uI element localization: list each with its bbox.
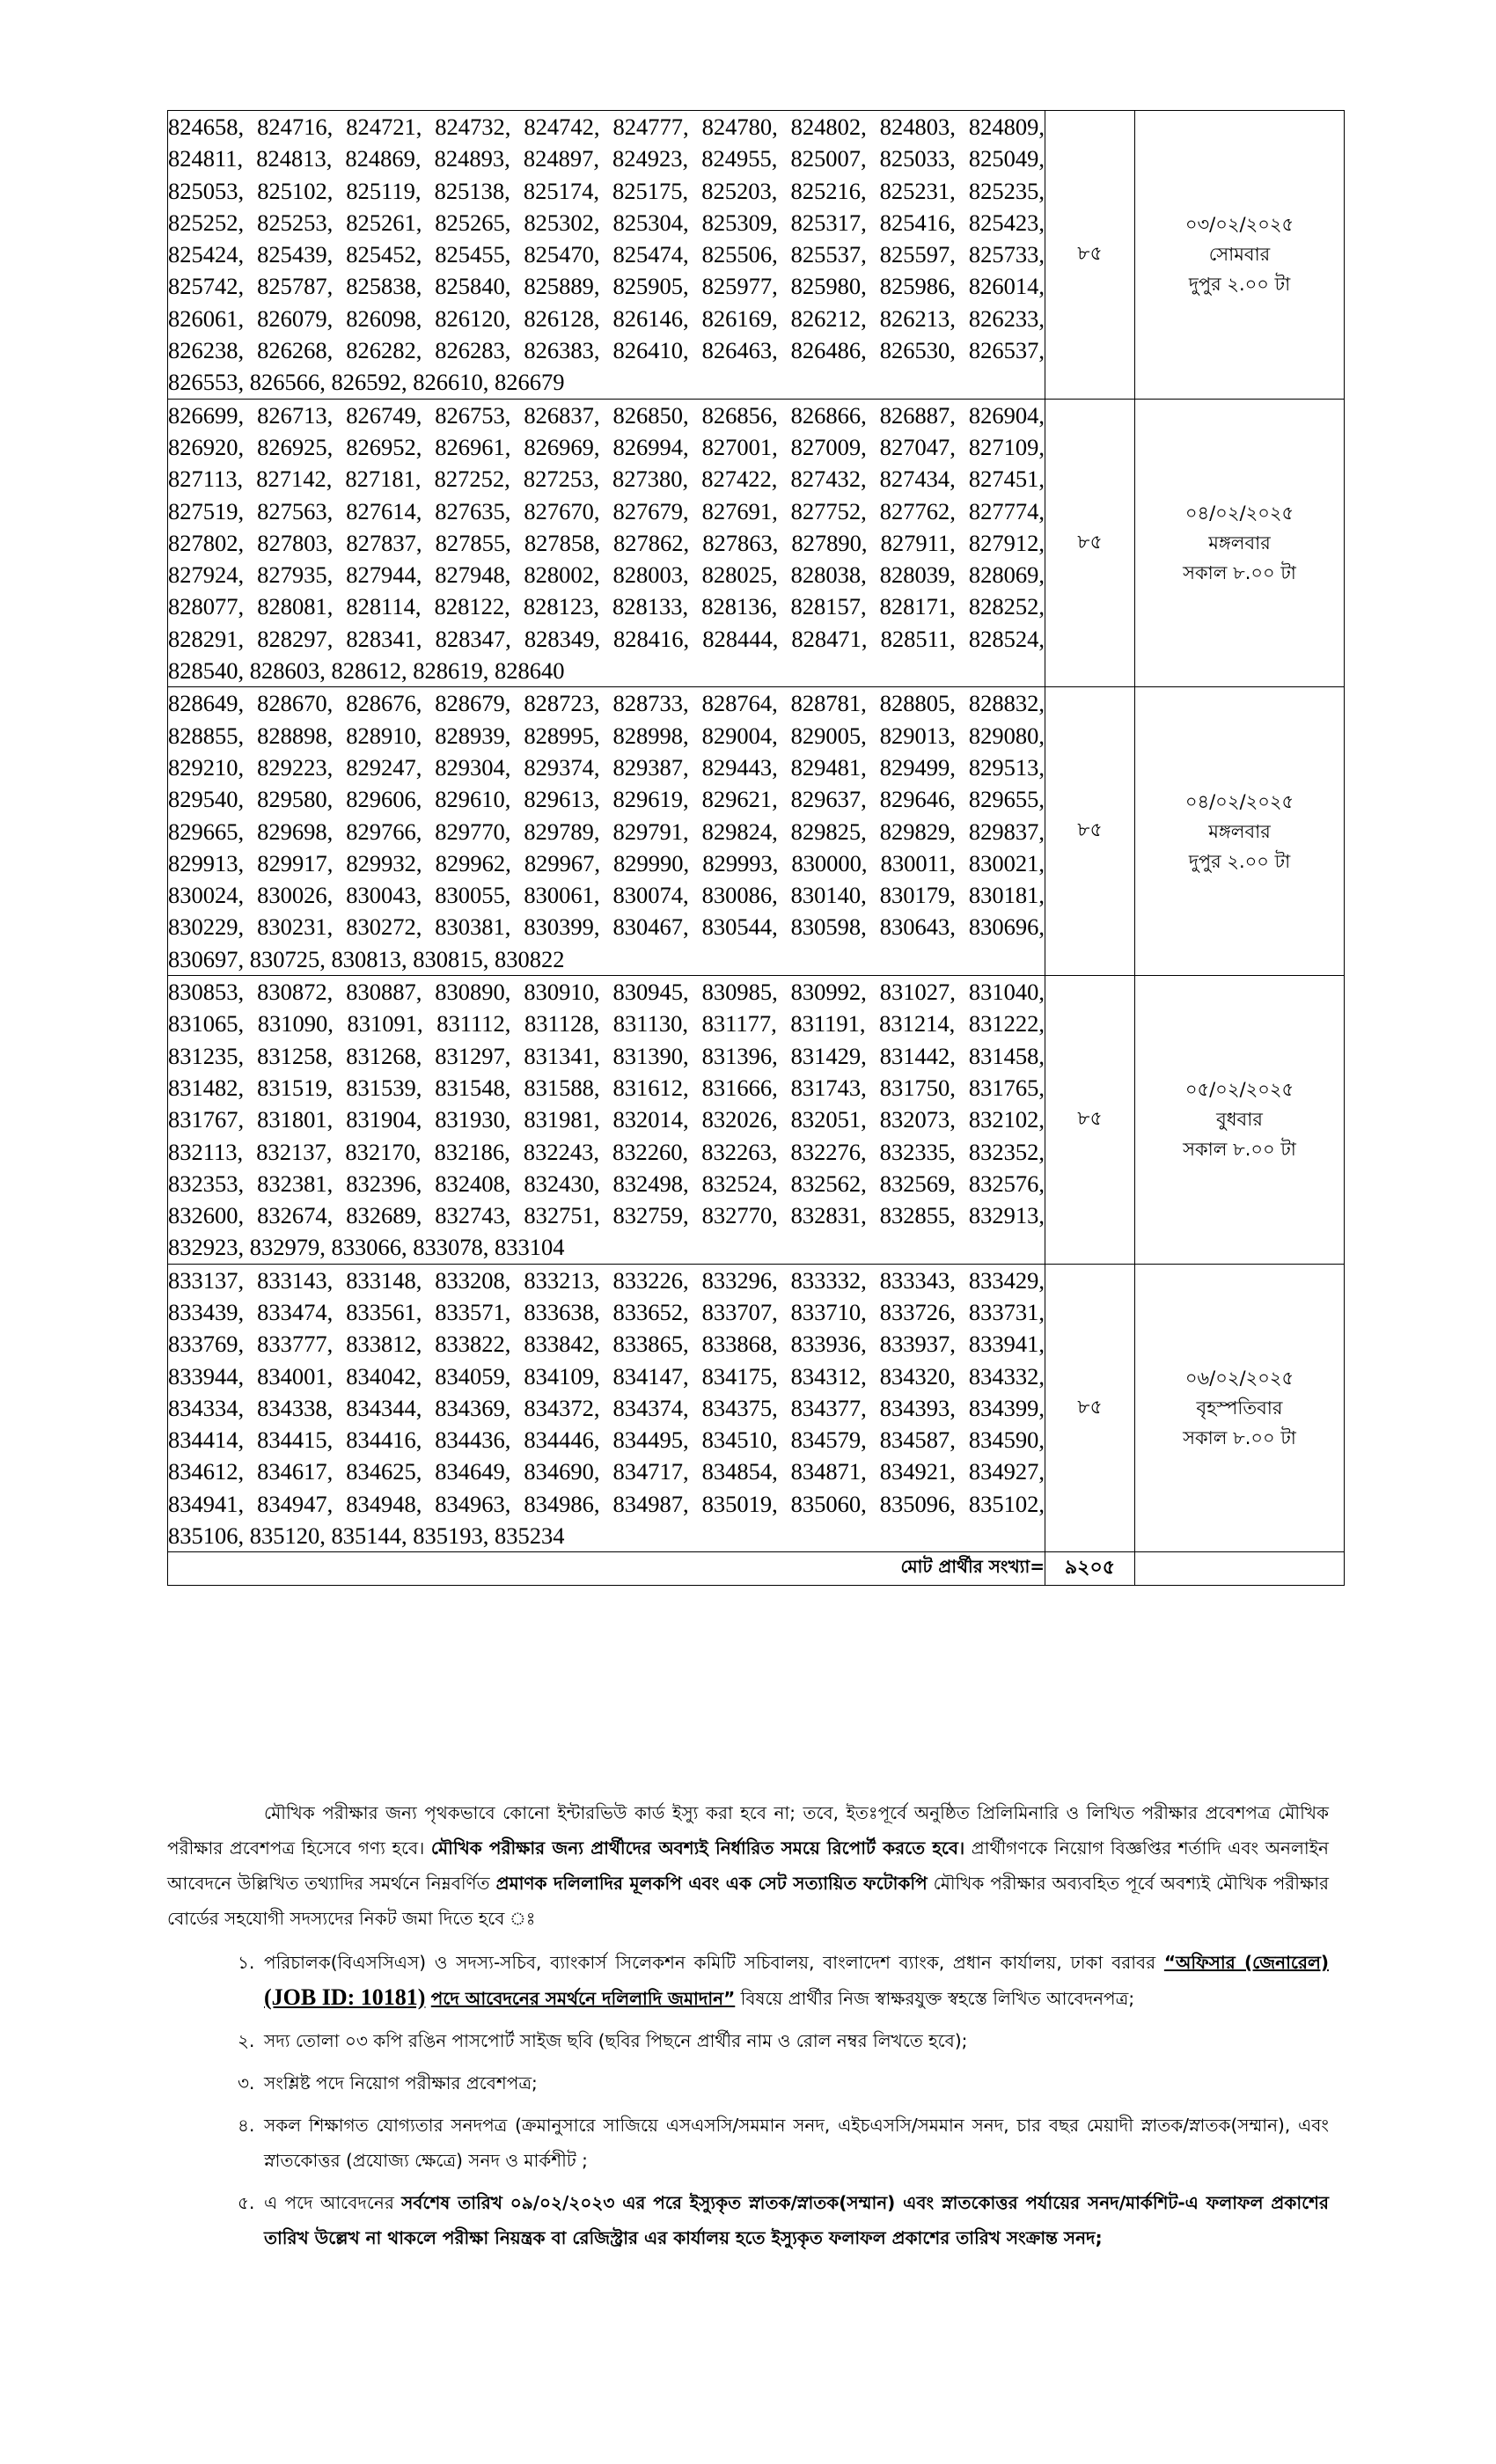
schedule-cell	[1135, 687, 1345, 976]
list-item	[167, 2023, 1329, 2058]
notice-text: মৌখিক পরীক্ষার অব্যবহিত পূর্বে অবশ্যই মৌখিক পরীক্ষার বোর্ডের সহযোগী সদস্যদের নিকট জমা দিতে হবে ঃ	[167, 1873, 1330, 1929]
candidate-count-cell: ৮৫	[1045, 111, 1135, 400]
exam-date: ০৪/০২/২০২৫	[1184, 502, 1294, 524]
schedule-cell	[1135, 976, 1345, 1265]
exam-time: দুপুর ২.০০ টা	[1188, 850, 1291, 872]
exam-day: মঙ্গলবার	[1208, 532, 1271, 554]
notice-bold-text: মৌখিক পরীক্ষার জন্য প্রার্থীদের অবশ্যই নির্ধারিত সময়ে রিপোর্ট করতে হবে।	[430, 1837, 965, 1859]
schedule-cell	[1135, 1264, 1345, 1552]
item-number: ৩.	[238, 2072, 255, 2094]
roll-numbers-cell: 830853, 830872, 830887, 830890, 830910, 830945, 830985, 830992, 831027, 831040, 831065, 831090, 831091, 831112, 831128, 831130, 831177, 831191, 831214, 831222, 831235, 831258, 831268, 831297, 831341, 831390, 831396, 831429, 831442, 831458, 831482, 831519, 831539, 831548, 831588, 831612, 831666, 831743, 831750, 831765, 831767, 831801, 831904, 831930, 831981, 832014, 832026, 832051, 832073, 832102, 832113, 832137, 832170, 832186, 832243, 832260, 832263, 832276, 832335, 832352, 832353, 832381, 832396, 832408, 832430, 832498, 832524, 832562, 832569, 832576, 832600, 832674, 832689, 832743, 832751, 832759, 832770, 832831, 832855, 832913, 832923, 832979, 833066, 833078, 833104	[168, 976, 1045, 1265]
roll-numbers-cell: 826699, 826713, 826749, 826753, 826837, 826850, 826856, 826866, 826887, 826904, 826920, 826925, 826952, 826961, 826969, 826994, 827001, 827009, 827047, 827109, 827113, 827142, 827181, 827252, 827253, 827380, 827422, 827432, 827434, 827451, 827519, 827563, 827614, 827635, 827670, 827679, 827691, 827752, 827762, 827774, 827802, 827803, 827837, 827855, 827858, 827862, 827863, 827890, 827911, 827912, 827924, 827935, 827944, 827948, 828002, 828003, 828025, 828038, 828039, 828069, 828077, 828081, 828114, 828122, 828123, 828133, 828136, 828157, 828171, 828252, 828291, 828297, 828341, 828347, 828349, 828416, 828444, 828471, 828511, 828524, 828540, 828603, 828612, 828619, 828640	[168, 399, 1045, 687]
item-text: এ পদে আবেদনের	[264, 2192, 394, 2213]
job-id: (JOB ID: 10181)	[264, 1984, 426, 2010]
candidate-count-cell: ৮৫	[1045, 399, 1135, 687]
table-row	[168, 687, 1345, 976]
roll-schedule-table	[167, 110, 1345, 1586]
list-item	[167, 2108, 1329, 2178]
item-number: ৪.	[238, 2115, 255, 2136]
list-item	[167, 1945, 1329, 2016]
table-row	[168, 976, 1345, 1265]
item-text: বিষয়ে প্রার্থীর নিজ স্বাক্ষরযুক্ত স্বহস্তে লিখিত আবেদনপত্র;	[740, 1988, 1135, 2009]
item-underlined-text: “অফিসার (জেনারেল)	[1163, 1952, 1329, 1973]
item-text: পরিচালক(বিএসসিএস) ও সদস্য-সচিব, ব্যাংকার্স সিলেকশন কমিটি সচিবালয়, বাংলাদেশ ব্যাংক, প্রধান কার্যালয়, ঢাকা বরাবর	[264, 1952, 1156, 1973]
exam-time: সকাল ৮.০০ টা	[1183, 1427, 1296, 1449]
exam-date: ০৬/০২/২০২৫	[1184, 1368, 1294, 1390]
total-candidates-label: মোট প্রার্থীর সংখ্যা=	[168, 1552, 1045, 1586]
exam-time: সকাল ৮.০০ টা	[1183, 562, 1296, 583]
item-underlined-text: পদে আবেদনের সমর্থনে দলিলাদি জমাদান”	[430, 1988, 736, 2009]
item-number: ২.	[238, 2030, 255, 2051]
item-number: ১.	[238, 1952, 255, 1973]
item-text: সংশ্লিষ্ট পদে নিয়োগ পরীক্ষার প্রবেশপত্র;	[264, 2072, 538, 2094]
notice-bold-text: প্রমাণক দলিলাদির মূলকপি এবং এক সেট সত্যায়িত ফটোকপি	[495, 1873, 928, 1894]
exam-time: দুপুর ২.০০ টা	[1188, 274, 1291, 296]
roll-numbers-cell: 828649, 828670, 828676, 828679, 828723, 828733, 828764, 828781, 828805, 828832, 828855, 828898, 828910, 828939, 828995, 828998, 829004, 829005, 829013, 829080, 829210, 829223, 829247, 829304, 829374, 829387, 829443, 829481, 829499, 829513, 829540, 829580, 829606, 829610, 829613, 829619, 829621, 829637, 829646, 829655, 829665, 829698, 829766, 829770, 829789, 829791, 829824, 829825, 829829, 829837, 829913, 829917, 829932, 829962, 829967, 829990, 829993, 830000, 830011, 830021, 830024, 830026, 830043, 830055, 830061, 830074, 830086, 830140, 830179, 830181, 830229, 830231, 830272, 830381, 830399, 830467, 830544, 830598, 830643, 830696, 830697, 830725, 830813, 830815, 830822	[168, 687, 1045, 976]
table-row	[168, 111, 1345, 400]
required-documents-list	[167, 1945, 1329, 2255]
item-text: সকল শিক্ষাগত যোগ্যতার সনদপত্র (ক্রমানুসারে সাজিয়ে এসএসসি/সমমান সনদ, এইচএসসি/সমমান সনদ, চার বছর মেয়াদী স্নাতক/স্নাতক(সম্মান), এবং স্নাতকোত্তর (প্রযোজ্য ক্ষেত্রে) সনদ ও মার্কশীট ;	[264, 2115, 1329, 2171]
exam-day: সোমবার	[1208, 244, 1271, 266]
candidate-count-cell: ৮৫	[1045, 1264, 1135, 1552]
table-row	[168, 399, 1345, 687]
total-row	[168, 1552, 1345, 1586]
notice-text: মৌখিক পরীক্ষার জন্য পৃথকভাবে কোনো ইন্টারভিউ কার্ড ইস্যু করা হবে না; তবে, ইতঃপূর্বে অনুষ্ঠিত প্রিলিমিনারি ও লিখিত পরীক্ষার প্রবেশপত্র মৌখিক পরীক্ষার প্রবেশপত্র হিসেবে গণ্য হবে।	[167, 1802, 1329, 1859]
exam-day: বৃহস্পতিবার	[1196, 1397, 1283, 1419]
notice-text: প্রার্থীগণকে নিয়োগ বিজ্ঞপ্তির শর্তাদি এবং অনলাইন আবেদনে উল্লিখিত তথ্যাদির সমর্থনে নিম্নবর্ণিত	[167, 1837, 1329, 1894]
candidate-count-cell: ৮৫	[1045, 976, 1135, 1265]
roll-numbers-cell: 833137, 833143, 833148, 833208, 833213, 833226, 833296, 833332, 833343, 833429, 833439, 833474, 833561, 833571, 833638, 833652, 833707, 833710, 833726, 833731, 833769, 833777, 833812, 833822, 833842, 833865, 833868, 833936, 833937, 833941, 833944, 834001, 834042, 834059, 834109, 834147, 834175, 834312, 834320, 834332, 834334, 834338, 834344, 834369, 834372, 834374, 834375, 834377, 834393, 834399, 834414, 834415, 834416, 834436, 834446, 834495, 834510, 834579, 834587, 834590, 834612, 834617, 834625, 834649, 834690, 834717, 834854, 834871, 834921, 834927, 834941, 834947, 834948, 834963, 834986, 834987, 835019, 835060, 835096, 835102, 835106, 835120, 835144, 835193, 835234	[168, 1264, 1045, 1552]
candidate-count-cell: ৮৫	[1045, 687, 1135, 976]
exam-date: ০৪/০২/২০২৫	[1184, 790, 1294, 812]
schedule-cell	[1135, 111, 1345, 400]
exam-day: বুধবার	[1216, 1109, 1263, 1131]
roll-numbers-cell: 824658, 824716, 824721, 824732, 824742, 824777, 824780, 824802, 824803, 824809, 824811, 824813, 824869, 824893, 824897, 824923, 824955, 825007, 825033, 825049, 825053, 825102, 825119, 825138, 825174, 825175, 825203, 825216, 825231, 825235, 825252, 825253, 825261, 825265, 825302, 825304, 825309, 825317, 825416, 825423, 825424, 825439, 825452, 825455, 825470, 825474, 825506, 825537, 825597, 825733, 825742, 825787, 825838, 825840, 825889, 825905, 825977, 825980, 825986, 826014, 826061, 826079, 826098, 826120, 826128, 826146, 826169, 826212, 826213, 826233, 826238, 826268, 826282, 826283, 826383, 826410, 826463, 826486, 826530, 826537, 826553, 826566, 826592, 826610, 826679	[168, 111, 1045, 400]
empty-cell	[1135, 1552, 1345, 1586]
item-number: ৫.	[238, 2192, 255, 2213]
schedule-cell	[1135, 399, 1345, 687]
item-text: সদ্য তোলা ০৩ কপি রঙিন পাসপোর্ট সাইজ ছবি (ছবির পিছনে প্রার্থীর নাম ও রোল নম্বর লিখতে হবে);	[264, 2030, 968, 2051]
notice-section	[167, 1795, 1329, 2262]
item-bold-text: সর্বশেষ তারিখ ০৯/০২/২০২৩ এর পরে ইস্যুকৃত স্নাতক/স্নাতক(সম্মান) এবং স্নাতকোত্তর পর্যায়ের সনদ/মার্কশিট-এ ফলাফল প্রকাশের তারিখ উল্লেখ না থাকলে পরীক্ষা নিয়ন্ত্রক বা রেজিস্ট্রার এর কার্যালয় হতে ইস্যুকৃত ফলাফল প্রকাশের তারিখ সংক্রান্ত সনদ;	[264, 2192, 1330, 2248]
table-row	[168, 1264, 1345, 1552]
exam-day: মঙ্গলবার	[1208, 820, 1271, 842]
notice-paragraph	[167, 1795, 1329, 1936]
exam-time: সকাল ৮.০০ টা	[1183, 1139, 1296, 1161]
list-item	[167, 2065, 1329, 2101]
list-item	[167, 2185, 1329, 2255]
exam-date: ০৫/০২/২০২৫	[1184, 1079, 1294, 1101]
exam-date: ০৩/০২/২০২৫	[1184, 214, 1294, 236]
total-candidates-value: ৯২০৫	[1045, 1552, 1135, 1586]
